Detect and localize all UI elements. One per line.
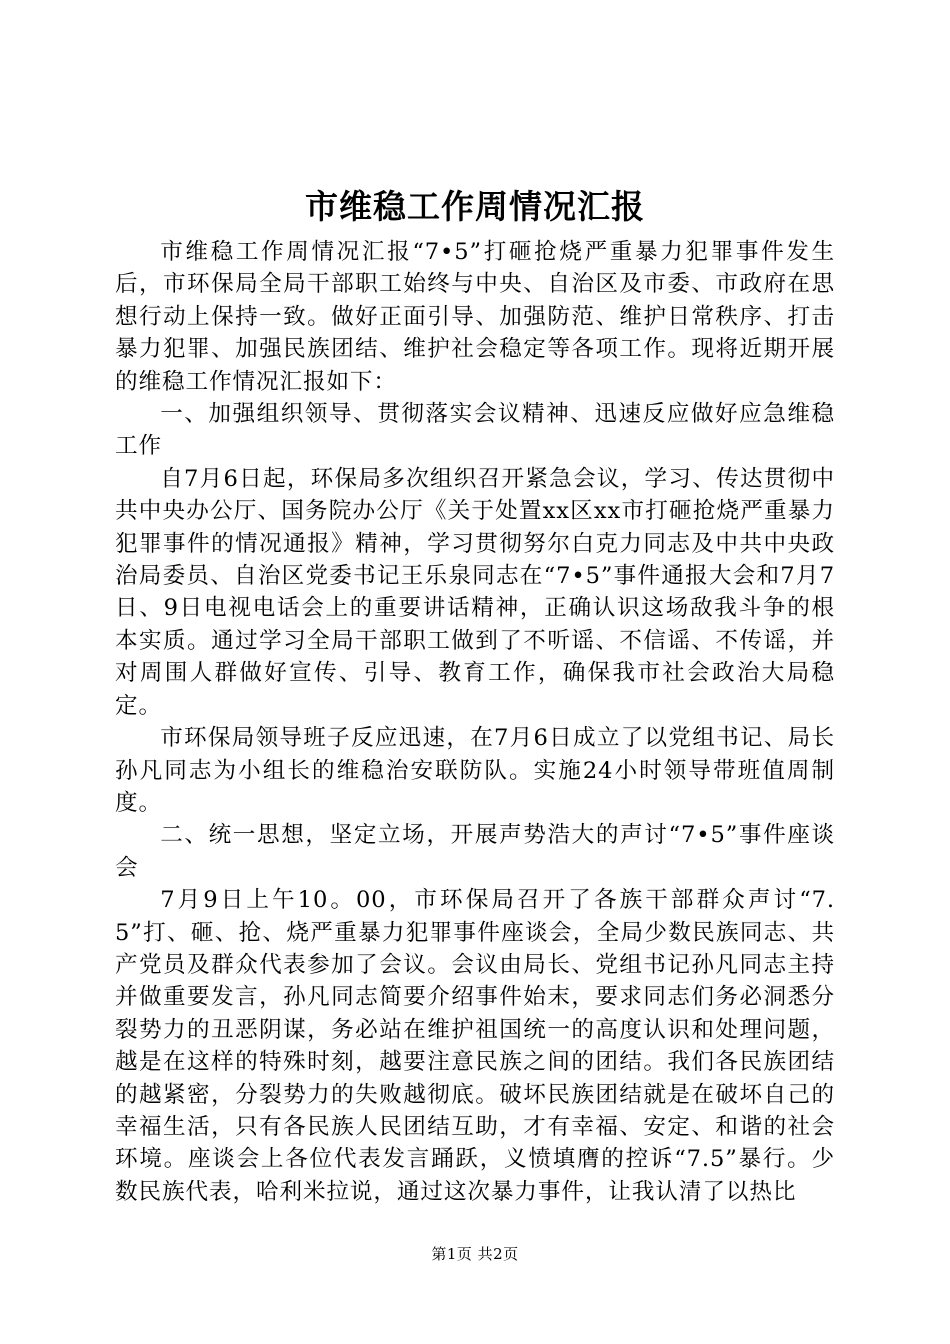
paragraph-symposium: 7月9日上午10。00，市环保局召开了各族干部群众声讨“7.5”打、砸、抢、烧严重暴力犯罪事件座谈会，全局少数民族同志、共产党员及群众代表参加了会议。会议由局长、党组书记孙凡同志主持并做重要发言，孙凡同志简要介绍事件始末，要求同志们务必洞悉分裂势力的丑恶阴谋，务必站在维护祖国统一的高度认识和处理问题，越是在这样的特殊时刻，越要注意民族之间的团结。我们各民族团结的越紧密，分裂势力的失败越彻底。破坏民族团结就是在破坏自己的幸福生活，只有各民族人民团结互助，才有幸福、安定、和谐的社会环境。座谈会上各位代表发言踊跃，义愤填膺的控诉“7.5”暴行。少数民族代表，哈利米拉说，通过这次暴力事件，让我认清了以热比 [115, 887, 835, 1205]
section-heading-1: 一、加强组织领导、贯彻落实会议精神、迅速反应做好应急维稳工作 [115, 401, 835, 460]
document-title: 市维稳工作周情况汇报 [305, 187, 645, 226]
paragraph-intro: 市维稳工作周情况汇报“7•5”打砸抢烧严重暴力犯罪事件发生后，市环保局全局干部职工始终与中央、自治区及市委、市政府在思想行动上保持一致。做好正面引导、加强防范、维护日常秩序、打击暴力犯罪、加强民族团结、维护社会稳定等各项工作。现将近期开展的维稳工作情况汇报如下： [115, 239, 835, 395]
document-body [115, 236, 835, 1208]
paragraph-meetings: 自7月6日起，环保局多次组织召开紧急会议，学习、传达贯彻中共中央办公厅、国务院办公厅《关于处置xx区xx市打砸抢烧严重暴力犯罪事件的情况通报》精神，学习贯彻努尔白克力同志及中共中央政治局委员、自治区党委书记王乐泉同志在“7•5”事件通报大会和7月7日、9日电视电话会上的重要讲话精神，正确认识这场敌我斗争的根本实质。通过学习全局干部职工做到了不听谣、不信谣、不传谣，并对周围人群做好宣传、引导、教育工作，确保我市社会政治大局稳定。 [115, 465, 835, 719]
paragraph-leadership: 市环保局领导班子反应迅速，在7月6日成立了以党组书记、局长孙凡同志为小组长的维稳治安联防队。实施24小时领导带班值周制度。 [115, 725, 835, 816]
section-heading-2: 二、统一思想，坚定立场，开展声势浩大的声讨“7•5”事件座谈会 [115, 822, 835, 881]
page-number-footer: 第1页 共2页 [431, 1245, 519, 1263]
